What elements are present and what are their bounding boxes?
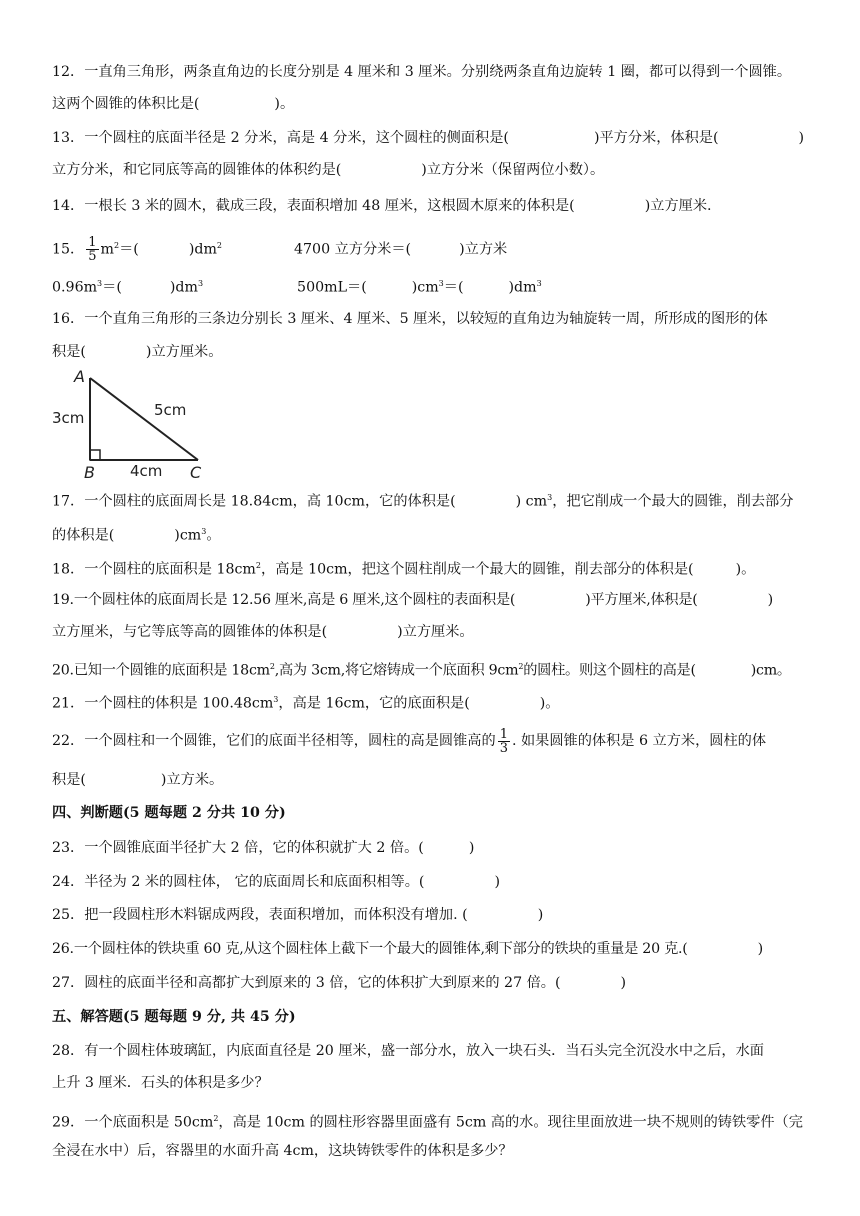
q27-line <box>52 973 626 993</box>
q26-line <box>52 939 763 959</box>
q15-unit-dm3: )dm <box>169 279 198 296</box>
q14-text-a: 14．一根长 3 米的圆木，截成三段，表面积增加 48 厘米，这根圆木原来的体积是( <box>52 198 575 214</box>
q13-text-line2a: 立方分米，和它同底等高的圆锥体的体积约是( <box>52 162 342 178</box>
section4-title: 四、判断题(5 题每题 2 分共 10 分) <box>52 805 286 821</box>
q22-text-b: . 如果圆锥的体积是 6 立方米，圆柱的体 <box>511 733 767 749</box>
q18-text-a: 18．一个圆柱的底面积是 18cm <box>52 561 256 578</box>
vertex-a-label: A <box>74 368 85 386</box>
q17-text-c: ，把它削成一个最大的圆锥，削去部分 <box>552 493 794 510</box>
q13-text-c: ) <box>798 130 805 146</box>
q19-text-a: 19.一个圆柱体的底面周长是 12.56 厘米,高是 6 厘米,这个圆柱的表面积是( <box>52 592 516 608</box>
q25-text-b: ) <box>537 907 544 923</box>
q18-sup: 2 <box>255 561 261 570</box>
q19-text-line2a: 立方厘米，与它等底等高的圆锥体的体积是( <box>52 624 328 640</box>
q16-line1: 16．一个直角三角形的三条边分别长 3 厘米、4 厘米、5 厘米，以较短的直角边为轴旋转一周，所形成的图形的体 <box>52 311 768 327</box>
q21-line <box>52 690 560 714</box>
q19-text-c: ) <box>767 592 773 608</box>
q15-number: 15． <box>52 241 85 258</box>
q15-eq-b: 4700 立方分米＝( <box>294 241 412 258</box>
q27-text-b: ) <box>620 975 627 991</box>
q15-unit-m: m <box>100 241 114 258</box>
q17-text-line2c: 。 <box>206 527 221 544</box>
q22-line2 <box>52 770 223 790</box>
q29-line1 <box>52 1109 803 1133</box>
q15-line1 <box>52 232 508 265</box>
q12-text-b: )。 <box>274 96 295 112</box>
q15-value-096: 0.96m <box>52 279 98 296</box>
q12-text-a: 这两个圆锥的体积比是( <box>52 96 200 112</box>
q15-line2 <box>52 274 542 298</box>
vertex-c-label: C <box>190 463 202 480</box>
q20-sup2: 2 <box>518 662 524 671</box>
section5-title: 五、解答题(5 题每题 9 分, 共 45 分) <box>52 1009 296 1025</box>
q17-sup: 3 <box>547 493 553 502</box>
q22-line1 <box>52 726 766 756</box>
q20-sup: 2 <box>269 662 275 671</box>
q18-line <box>52 556 755 580</box>
q15-unit-dm3-2: )dm <box>508 279 537 296</box>
q20-text-d: )cm。 <box>750 662 791 679</box>
right-triangle-figure <box>50 368 210 480</box>
q21-text-c: )。 <box>539 695 560 712</box>
vertex-b-label: B <box>84 463 95 480</box>
q29-text-b: ，高是 10cm 的圆柱形容器里面盛有 5cm 高的水。现往里面放进一块不规则的铸铁零件（完 <box>218 1114 803 1131</box>
q12-line1: 12．一直角三角形，两条直角边的长度分别是 4 厘米和 3 厘米。分别绕两条直角边旋转 1 圈，都可以得到一个圆锥。 <box>52 64 792 80</box>
q15-unit-dm: )dm <box>188 241 217 258</box>
q29-text-a: 29．一个底面积是 50cm <box>52 1114 214 1131</box>
q13-text-b: )平方分米，体积是( <box>593 130 719 146</box>
q15-frac-num: 1 <box>88 235 97 251</box>
q19-text-b: )平方厘米,体积是( <box>585 592 698 608</box>
q13-text-a: 13．一个圆柱的底面半径是 2 分米，高是 4 分米，这个圆柱的侧面积是( <box>52 130 509 146</box>
q18-text-c: )。 <box>735 561 756 578</box>
q17-text-b: ) cm <box>515 493 548 510</box>
q21-sup: 3 <box>273 695 279 704</box>
q21-text-b: ，高是 16cm，它的底面积是( <box>278 695 470 712</box>
q24-line <box>52 872 500 892</box>
q24-text-a: 24．半径为 2 米的圆柱体， 它的底面周长和底面积相等。( <box>52 874 425 890</box>
q15-sup5: 3 <box>438 279 444 288</box>
q25-text-a: 25．把一段圆柱形木料锯成两段，表面积增加，而体积没有增加. ( <box>52 907 468 923</box>
q20-line <box>52 657 791 681</box>
q14-text-b: )立方厘米. <box>644 198 712 214</box>
q17-text-line2b: )cm <box>174 527 202 544</box>
q12-line2 <box>52 94 294 114</box>
q15-eq-d: ＝( <box>443 279 464 296</box>
q20-text-a: 20.已知一个圆锥的底面积是 18cm <box>52 662 270 679</box>
q22-text-line2b: )立方米。 <box>160 772 224 788</box>
q22-text-line2a: 积是( <box>52 772 86 788</box>
q15-eq-c: ＝( <box>102 279 122 296</box>
q22-frac-den: 3 <box>499 740 508 756</box>
q17-text-line2a: 的体积是( <box>52 527 115 544</box>
right-angle-mark <box>90 450 100 460</box>
q16-line2 <box>52 342 222 362</box>
q13-text-line2b: )立方分米（保留两位小数）。 <box>421 162 605 178</box>
q19-text-line2b: )立方厘米。 <box>397 624 474 640</box>
q15-value-500ml: 500mL＝( <box>297 279 367 296</box>
q22-text-a: 22．一个圆柱和一个圆锥，它们的底面半径相等，圆柱的高是圆锥高的 <box>52 733 496 749</box>
q14-line <box>52 196 712 216</box>
q19-line2 <box>52 622 474 642</box>
q15-sup2: 2 <box>216 241 222 250</box>
q23-text-b: ) <box>468 840 475 856</box>
q15-sup3: 3 <box>97 279 103 288</box>
q16-text-a: 积是( <box>52 344 86 360</box>
q13-line1 <box>52 128 804 148</box>
q22-fraction <box>498 728 510 755</box>
q28-line2: 上升 3 厘米．石头的体积是多少？ <box>52 1075 269 1091</box>
q24-text-b: ) <box>494 874 501 890</box>
side-bc-label: 4cm <box>130 462 163 480</box>
q25-line <box>52 905 543 925</box>
q16-text-b: )立方厘米。 <box>145 344 223 360</box>
q17-line2 <box>52 522 221 546</box>
q28-line1: 28．有一个圆柱体玻璃缸，内底面直径是 20 厘米，盛一部分水，放入一块石头．当石头完全沉没水中之后，水面 <box>52 1043 764 1059</box>
q22-frac-num: 1 <box>499 726 508 742</box>
q15-sup6: 3 <box>536 279 542 288</box>
q15-sup: 2 <box>114 241 120 250</box>
q15-fraction <box>86 236 98 263</box>
q19-line1 <box>52 590 773 610</box>
side-ac-line <box>90 378 198 460</box>
q13-line2 <box>52 160 604 180</box>
q15-sup4: 3 <box>197 279 204 288</box>
q20-text-c: 的圆柱。则这个圆柱的高是( <box>523 662 696 679</box>
q21-text-a: 21．一个圆柱的体积是 100.48cm <box>52 695 274 712</box>
q17-text-a: 17．一个圆柱的底面周长是 18.84cm，高 10cm，它的体积是( <box>52 493 456 510</box>
side-ab-label: 3cm <box>52 409 85 427</box>
q23-text-a: 23．一个圆锥底面半径扩大 2 倍，它的体积就扩大 2 倍。( <box>52 840 424 856</box>
side-ac-label: 5cm <box>154 401 187 419</box>
q18-text-b: ，高是 10cm，把这个圆柱削成一个最大的圆锥，削去部分的体积是( <box>261 561 694 578</box>
q23-line <box>52 838 474 858</box>
q26-text-b: ) <box>757 941 763 957</box>
q29-sup: 2 <box>213 1114 219 1123</box>
q15-unit-cm3: )cm <box>411 279 439 296</box>
q15-unit-m3: )立方米 <box>459 241 508 258</box>
q29-line2: 全浸在水中）后，容器里的水面升高 4cm，这块铸铁零件的体积是多少？ <box>52 1143 513 1159</box>
q15-frac-den: 5 <box>88 249 97 265</box>
q15-eq-a: ＝( <box>119 241 139 258</box>
q17-line1 <box>52 488 793 512</box>
q26-text-a: 26.一个圆柱体的铁块重 60 克,从这个圆柱体上截下一个最大的圆锥体,剩下部分的铁块的重量是 20 克.( <box>52 941 688 957</box>
q27-text-a: 27．圆柱的底面半径和高都扩大到原来的 3 倍，它的体积扩大到原来的 27 倍。( <box>52 975 561 991</box>
q17-sup2: 3 <box>201 527 207 536</box>
q20-text-b: ,高为 3cm,将它熔铸成一个底面积 9cm <box>274 662 519 679</box>
